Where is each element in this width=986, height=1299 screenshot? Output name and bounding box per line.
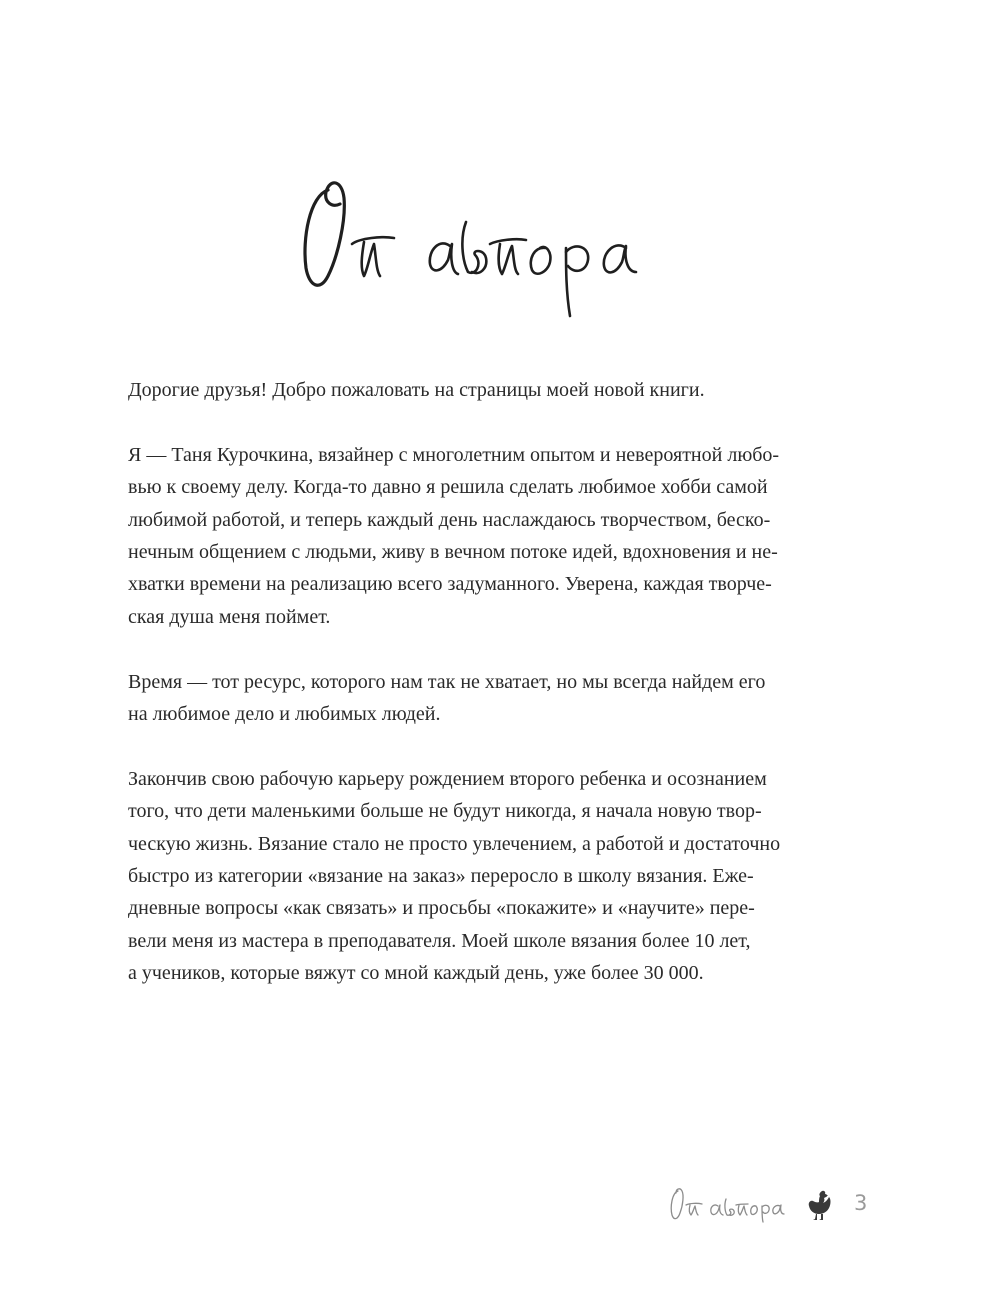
text-line: ская душа меня поймет.: [128, 605, 331, 628]
paragraph-career: [128, 763, 848, 990]
text-line: хватки времени на реализацию всего задуманного. Уверена, каждая творче-: [128, 573, 772, 596]
text-line: того, что дети маленькими больше не будут никогда, я начала новую твор-: [128, 800, 762, 823]
text-line: Время — тот ресурс, которого нам так не хватает, но мы всегда найдем его: [128, 670, 766, 693]
text-line: Я — Таня Курочкина, вязайнер с многолетним опытом и невероятной любо-: [128, 443, 780, 466]
text-line: Дорогие друзья! Добро пожаловать на страницы моей новой книги.: [128, 379, 705, 401]
hen-icon: [804, 1189, 832, 1221]
text-line: вью к своему делу. Когда-то давно я решила сделать любимое хобби самой: [128, 476, 768, 499]
paragraph-time: [128, 666, 848, 731]
handwritten-title-script: [290, 168, 670, 328]
text-line: вели меня из мастера в преподавателя. Моей школе вязания более 10 лет,: [128, 929, 751, 952]
paragraph-introduction: [128, 439, 848, 633]
running-title: [668, 1185, 786, 1223]
paragraph-greeting: [128, 374, 848, 406]
text-line: быстро из категории «вязание на заказ» переросло в школу вязания. Еже-: [128, 865, 754, 888]
text-line: на любимое дело и любимых людей.: [128, 703, 441, 726]
text-line: нечным общением с людьми, живу в вечном потоке идей, вдохновения и не-: [128, 541, 778, 564]
page-number: 3: [854, 1191, 868, 1215]
text-line: Закончив свою рабочую карьеру рождением второго ребенка и осознанием: [128, 767, 767, 790]
body-text: [128, 374, 848, 1022]
text-line: а учеников, которые вяжут со мной каждый день, уже более 30 000.: [128, 962, 704, 985]
text-line: дневные вопросы «как связать» и просьбы «покажите» и «научите» пере-: [128, 897, 755, 920]
page-footer: [668, 1183, 878, 1227]
text-line: любимой работой, и теперь каждый день наслаждаюсь творчеством, беско-: [128, 508, 771, 531]
page-title: [290, 168, 670, 328]
text-line: ческую жизнь. Вязание стало не просто увлечением, а работой и достаточно: [128, 832, 781, 855]
running-title-script: [668, 1185, 786, 1223]
